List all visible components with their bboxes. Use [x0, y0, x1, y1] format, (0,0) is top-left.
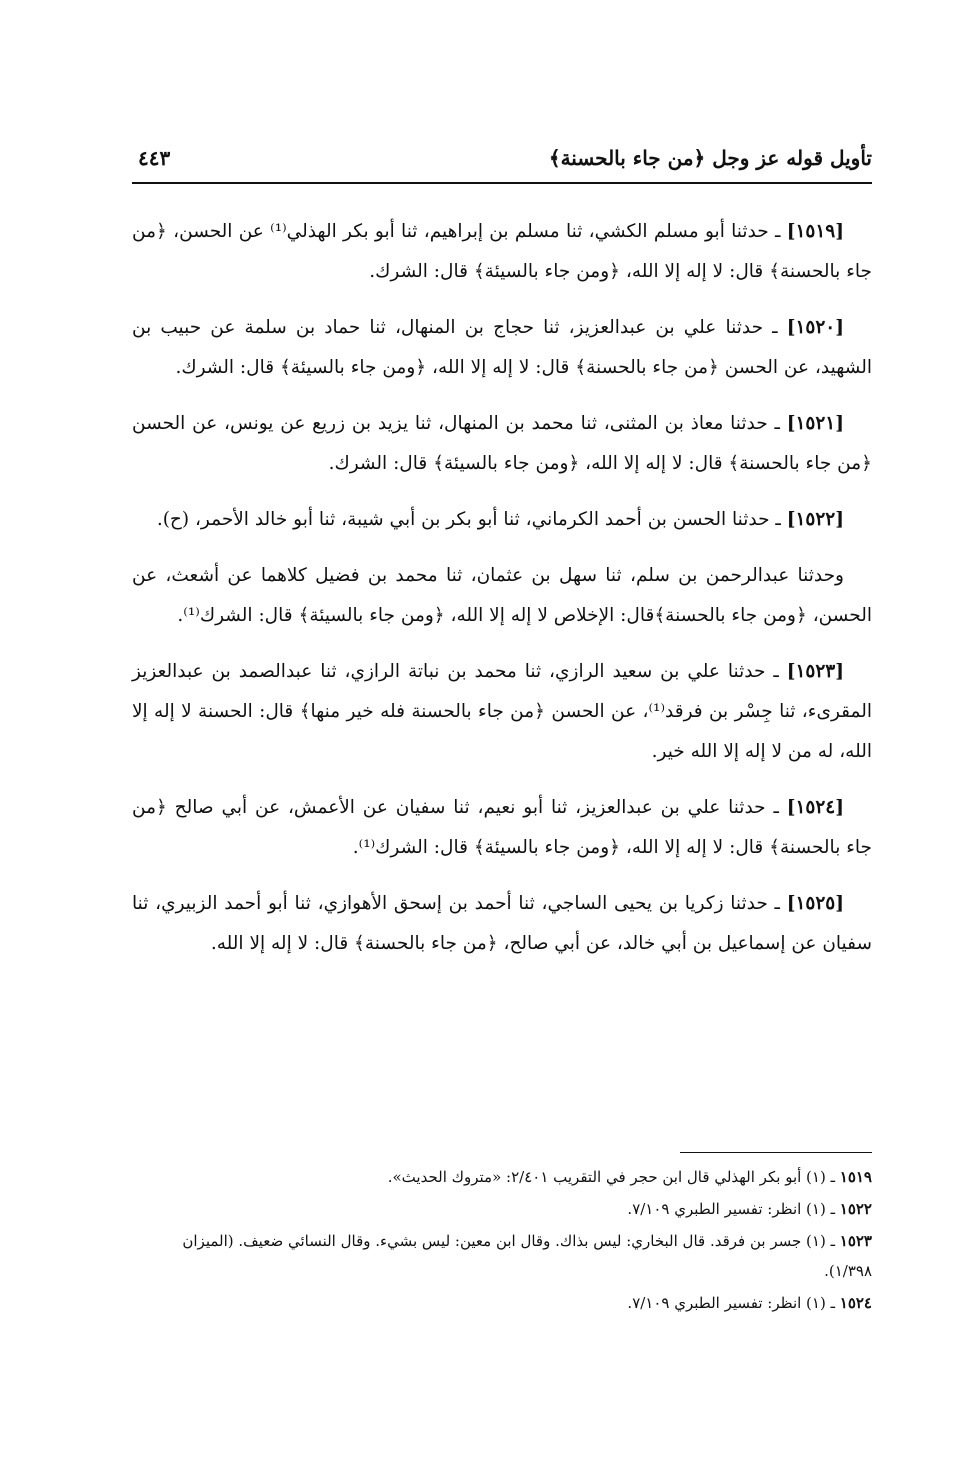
paragraph-1521: [132, 404, 872, 484]
footnotes: [132, 1162, 872, 1320]
hadith-number: [١٥١٩]: [786, 221, 844, 242]
hadith-number: [١٥٢٥]: [786, 893, 844, 914]
hadith-number: [١٥٢١]: [786, 413, 844, 434]
paragraph-1522-continued: [132, 556, 872, 636]
footnote-1522: [132, 1194, 872, 1224]
page-number: ٤٤٣: [138, 146, 171, 170]
footnote-number: ١٥٢٤: [839, 1294, 872, 1312]
hadith-number: [١٥٢٢]: [786, 509, 844, 530]
footnote-number: ١٥٢٢: [839, 1200, 872, 1218]
footnote-number: ١٥٢٣: [839, 1232, 872, 1250]
footnote-divider: [680, 1152, 872, 1153]
paragraph-1523: [132, 652, 872, 772]
footnote-text: ـ (١) انظر: تفسير الطبري ٧/١٠٩.: [627, 1200, 835, 1218]
hadith-text: ـ حدثنا علي بن عبدالعزيز، ثنا حجاج بن المنهال، ثنا حماد بن سلمة عن حبيب بن الشهيد، عن الحسن ﴿من جاء بالحسنة﴾ قال: لا إله إلا الله، ﴿ومن جاء بالسيئة﴾ قال: الشرك.: [132, 317, 872, 378]
footnote-text: ـ (١) أبو بكر الهذلي قال ابن حجر في التقريب ٢/٤٠١: «متروك الحديث».: [387, 1168, 835, 1186]
main-text: [132, 212, 872, 980]
running-header: [132, 140, 872, 180]
footnote-text: ـ (١) جسر بن فرقد. قال البخاري: ليس بذاك. وقال ابن معين: ليس بشيء. وقال النسائي ضعيف. (الميزان ١/٣٩٨).: [182, 1232, 872, 1280]
hadith-text: ـ حدثنا زكريا بن يحيى الساجي، ثنا أحمد بن إسحق الأهوازي، ثنا أبو أحمد الزبيري، ثنا سفيان عن إسماعيل بن أبي خالد، عن أبي صالح، ﴿من جاء بالحسنة﴾ قال: لا إله إلا الله.: [132, 893, 872, 954]
hadith-text: ـ حدثنا معاذ بن المثنى، ثنا محمد بن المنهال، ثنا يزيد بن زريع عن يونس، عن الحسن ﴿من جاء بالحسنة﴾ قال: لا إله إلا الله، ﴿ومن جاء بالسيئة﴾ قال: الشرك.: [132, 413, 872, 474]
hadith-number: [١٥٢٣]: [786, 661, 844, 682]
hadith-text: ـ حدثنا علي بن عبدالعزيز، ثنا أبو نعيم، ثنا سفيان عن الأعمش، عن أبي صالح ﴿من جاء بالحسنة﴾ قال: لا إله إلا الله، ﴿ومن جاء بالسيئة﴾ قال: الشرك⁽¹⁾.: [132, 797, 872, 858]
footnote-number: ١٥١٩: [839, 1168, 872, 1186]
paragraph-1520: [132, 308, 872, 388]
paragraph-1524: [132, 788, 872, 868]
hadith-text: ـ حدثنا أبو مسلم الكشي، ثنا مسلم بن إبراهيم، ثنا أبو بكر الهذلي⁽¹⁾ عن الحسن، ﴿من جاء بالحسنة﴾ قال: لا إله إلا الله، ﴿ومن جاء بالسيئة﴾ قال: الشرك.: [132, 221, 872, 282]
hadith-number: [١٥٢٠]: [786, 317, 844, 338]
paragraph-1522: [132, 500, 872, 540]
footnote-text: ـ (١) انظر: تفسير الطبري ٧/١٠٩.: [627, 1294, 835, 1312]
hadith-number: [١٥٢٤]: [786, 797, 844, 818]
hadith-text: ـ حدثنا علي بن سعيد الرازي، ثنا محمد بن نباتة الرازي، ثنا عبدالصمد بن عبدالعزيز المقرىء، ثنا جِسْر بن فرقد⁽¹⁾، عن الحسن ﴿من جاء بالحسنة فله خير منها﴾ قال: الحسنة لا إله إلا الله، له من لا إله إلا الله خير.: [132, 661, 872, 762]
header-divider: [132, 182, 872, 184]
hadith-text: وحدثنا عبدالرحمن بن سلم، ثنا سهل بن عثمان، ثنا محمد بن فضيل كلاهما عن أشعث، عن الحسن، ﴿ومن جاء بالحسنة﴾قال: الإخلاص لا إله إلا الله، ﴿ومن جاء بالسيئة﴾ قال: الشرك⁽¹⁾.: [132, 565, 872, 626]
paragraph-1525: [132, 884, 872, 964]
footnote-1523: [132, 1226, 872, 1286]
footnote-1519: [132, 1162, 872, 1192]
footnote-1524: [132, 1288, 872, 1318]
paragraph-1519: [132, 212, 872, 292]
header-title: تأويل قوله عز وجل ﴿من جاء بالحسنة﴾: [548, 146, 872, 170]
hadith-text: ـ حدثنا الحسن بن أحمد الكرماني، ثنا أبو بكر بن أبي شيبة، ثنا أبو خالد الأحمر، (ح).: [156, 509, 781, 530]
